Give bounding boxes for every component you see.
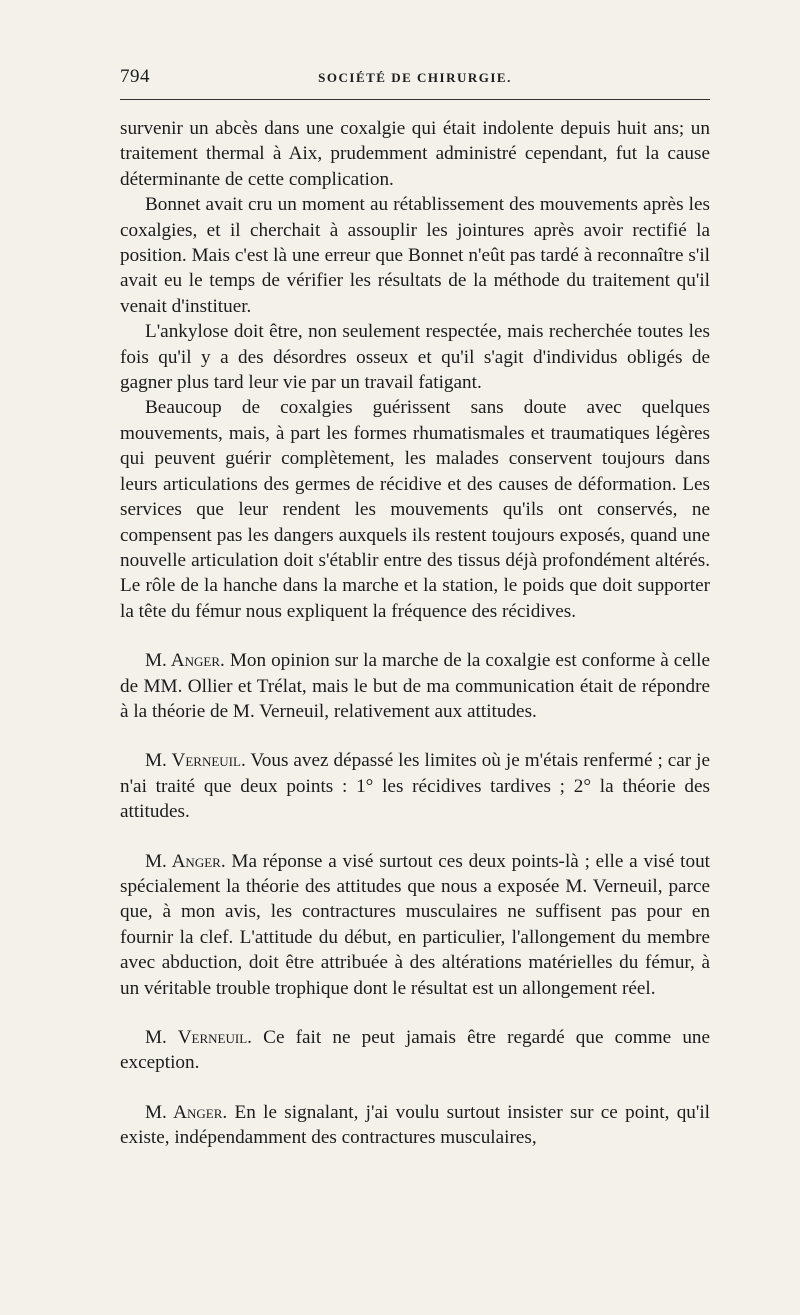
speech-text: En le signalant, j'ai voulu surtout insister sur ce point, qu'il existe, indépendamment des contractures musculaires, xyxy=(120,1101,711,1149)
paragraph-continuation: survenir un abcès dans une coxalgie qui était indolente depuis huit ans; un traitement thermal à Aix, prudemment administré cependant, fut la cause déterminante de cette complication. xyxy=(120,118,710,190)
speaker-name: M. Anger. xyxy=(145,1101,228,1123)
running-head: SOCIÉTÉ DE CHIRURGIE. xyxy=(318,70,512,85)
page-number: 794 xyxy=(120,66,150,87)
paragraph-coxalgies: Beaucoup de coxalgies guérissent sans doute avec quelques mouvements, mais, à part les formes rhumatismales et traumatiques légères qui peuvent guérir complètement, les malades conservent toujours dans leurs articulations des germes de récidive et des causes de déformation. Les services que leur rendent les mouvements qu'ils ont conservés, ne compensent pas les dangers auxquels ils restent toujours exposés, quand une nouvelle articulation doit s'établir entre des tissus déjà profondément altérés. Le rôle de la hanche dans la marche et la station, le poids que doit supporter la tête du fémur nous expliquent la fréquence des récidives. xyxy=(120,397,710,622)
body-text xyxy=(120,116,710,1151)
speaker-name: M. Anger. xyxy=(145,850,226,872)
page-header xyxy=(120,66,710,92)
speaker-name: M. Verneuil. xyxy=(145,750,246,772)
paragraph-ankylose: L'ankylose doit être, non seulement respectée, mais recherchée toutes les fois qu'il y a des désordres osseux et qu'il s'agit d'individus obligés de gagner plus tard leur vie par un travail fatigant. xyxy=(120,321,710,394)
paragraph-verneuil-1 xyxy=(120,748,710,824)
speaker-name: M. Verneuil. xyxy=(145,1027,252,1048)
speech-text: Ce fait ne peut jamais être regardé que comme une exception. xyxy=(120,1027,711,1074)
paragraph-bonnet: Bonnet avait cru un moment au rétablissement des mouvements après les coxalgies, et il cherchait à assouplir les jointures après avoir rectifié la position. Mais c'est là une erreur que Bonnet n'eût pas tardé à reconnaître s'il avait eu le temps de vérifier les résultats de la méthode du traitement qu'il venait d'instituer. xyxy=(120,194,710,317)
speech-text: Vous avez dépassé les limites où je m'étais renfermé ; car je n'ai traité que deux points : 1° les récidives tardives ; 2° la théorie des attitudes. xyxy=(120,750,711,823)
paragraph-anger-1 xyxy=(120,648,710,724)
speaker-name: M. Anger. xyxy=(145,650,225,672)
speech-text: Ma réponse a visé surtout ces deux points-là ; elle a visé tout spécialement la théorie des attitudes que nous a exposée M. Verneuil, parce que, à mon avis, les contractures musculaires ne suffisent pas pour en fournir la clef. L'attitude du début, en particulier, l'allongement du membre avec abduction, doit être attribuée à des altérations matérielles du fémur, à un véritable trouble trophique dont le résultat est un allongement réel. xyxy=(120,850,710,999)
header-rule xyxy=(120,99,710,100)
paragraph-anger-2 xyxy=(120,849,710,1001)
speech-text: Mon opinion sur la marche de la coxalgie est conforme à celle de MM. Ollier et Trélat, mais le but de ma communication était de répondre à la théorie de M. Verneuil, relativement aux attitudes. xyxy=(120,650,710,722)
paragraph-anger-3 xyxy=(120,1100,710,1151)
paragraph-verneuil-2 xyxy=(120,1025,710,1076)
